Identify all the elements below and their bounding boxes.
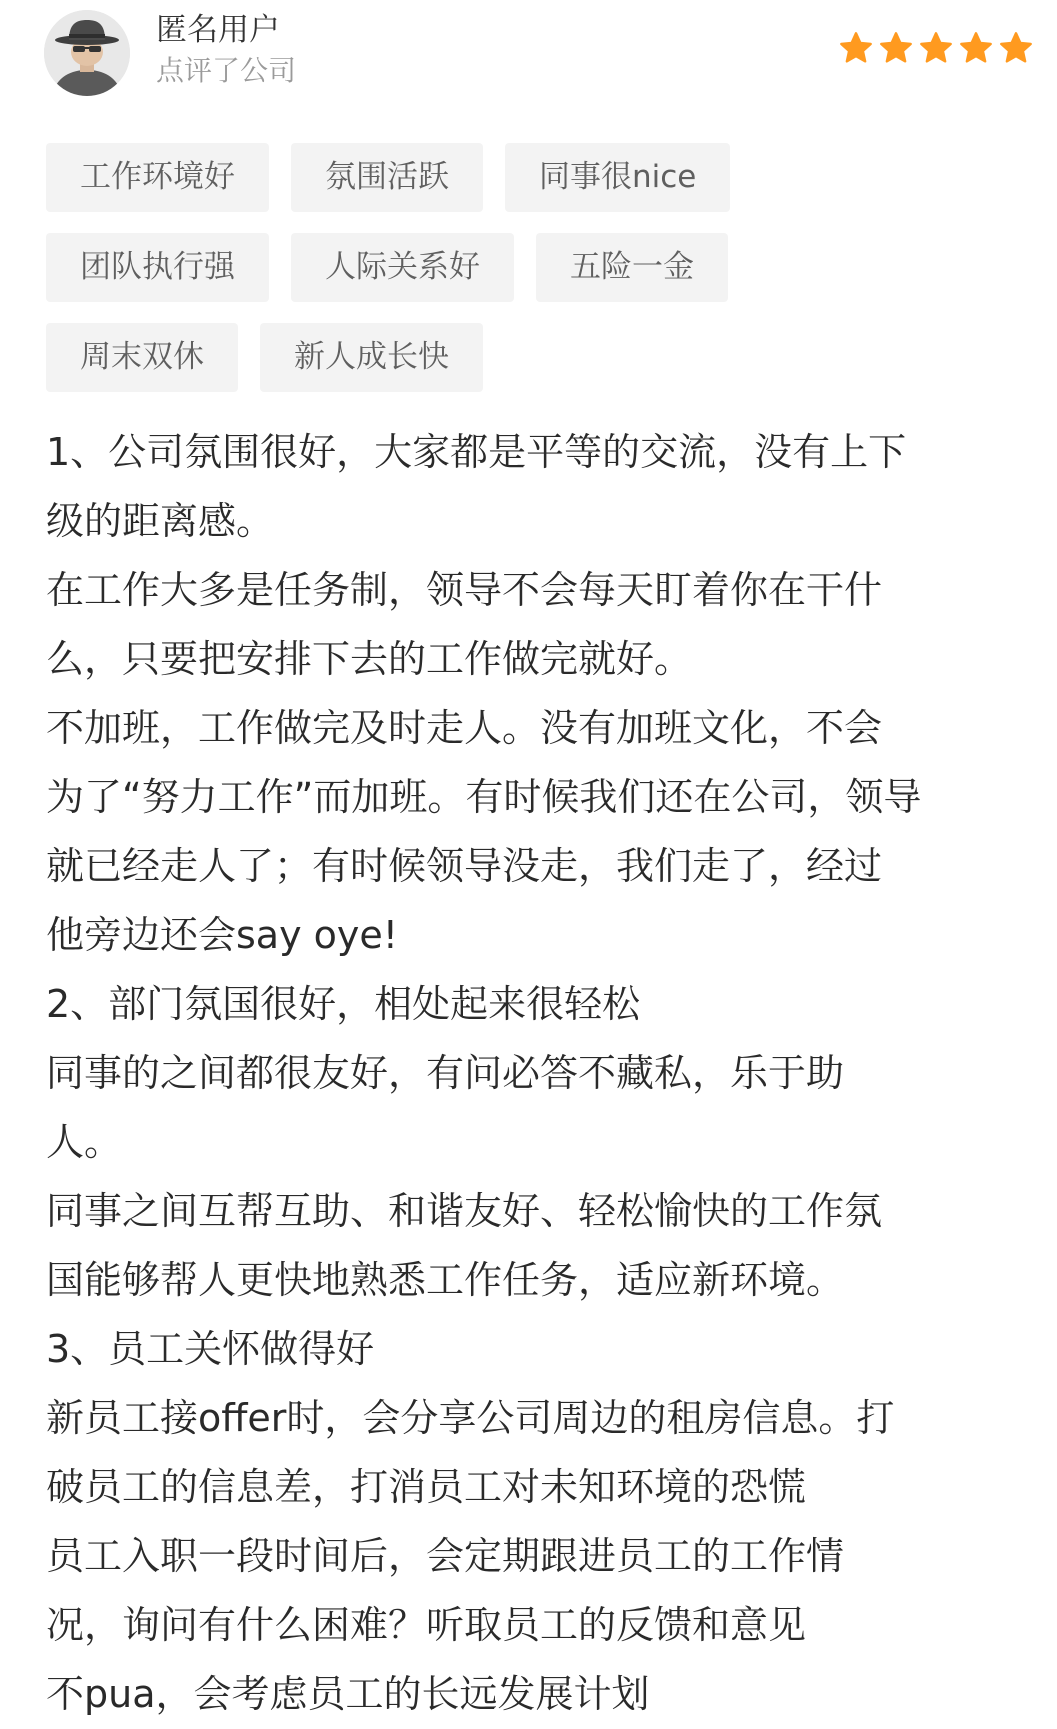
- tag-chip[interactable]: 同事很nice: [505, 143, 730, 212]
- review-text-line: 人。: [46, 1120, 123, 1164]
- review-text-line: 在工作大多是任务制，领导不会每天盯着你在干什: [46, 568, 883, 612]
- star-icon: [878, 30, 914, 66]
- tag-chip[interactable]: 人际关系好: [291, 233, 514, 302]
- review-text-line: 员工入职一段时间后，会定期跟进员工的工作情: [46, 1534, 845, 1578]
- review-header: [44, 10, 1034, 100]
- review-text-line: 同事的之间都很友好，有问必答不藏私，乐于助: [46, 1051, 845, 1095]
- review-text-line: 1、公司氛围很好，大家都是平等的交流，没有上下: [46, 430, 907, 474]
- review-text-line: 国能够帮人更快地熟悉工作任务，适应新环境。: [46, 1258, 845, 1302]
- review-text-line: 2、部门氛国很好，相处起来很轻松: [46, 982, 641, 1026]
- tag-chip[interactable]: 氛围活跃: [291, 143, 483, 212]
- review-text-line: 么，只要把安排下去的工作做完就好。: [46, 637, 693, 681]
- anonymous-avatar-icon[interactable]: [44, 10, 130, 96]
- review-content: [46, 418, 1036, 1729]
- review-text-line: 为了“努力工作”而加班。有时候我们还在公司，领导: [46, 775, 922, 819]
- tag-chip[interactable]: 工作环境好: [46, 143, 269, 212]
- review-text-line: 况，询问有什么困难？听取员工的反馈和意见: [46, 1603, 807, 1647]
- review-text-line: 不pua，会考虑员工的长远发展计划: [46, 1672, 650, 1716]
- review-text-line: 破员工的信息差，打消员工对未知环境的恐慌: [46, 1465, 807, 1509]
- rating-stars: [838, 30, 1034, 66]
- user-name[interactable]: 匿名用户: [156, 12, 280, 48]
- star-icon: [998, 30, 1034, 66]
- tag-chip[interactable]: 新人成长快: [260, 323, 483, 392]
- tag-row: [46, 323, 1006, 392]
- review-text-line: 级的距离感。: [46, 499, 275, 543]
- review-text-line: 同事之间互帮互助、和谐友好、轻松愉快的工作氛: [46, 1189, 883, 1233]
- tag-list: [46, 143, 1006, 413]
- tag-chip[interactable]: 五险一金: [536, 233, 728, 302]
- review-subtitle: 点评了公司: [156, 54, 297, 87]
- review-text-line: 他旁边还会say oye!: [46, 913, 399, 957]
- review-text-line: 新员工接offer时，会分享公司周边的租房信息。打: [46, 1396, 895, 1440]
- tag-chip[interactable]: 团队执行强: [46, 233, 269, 302]
- star-icon: [958, 30, 994, 66]
- tag-row: [46, 233, 1006, 302]
- tag-row: [46, 143, 1006, 212]
- tag-chip[interactable]: 周末双休: [46, 323, 238, 392]
- star-icon: [918, 30, 954, 66]
- review-text-line: 3、员工关怀做得好: [46, 1327, 375, 1371]
- review-text-line: 就已经走人了；有时候领导没走，我们走了，经过: [46, 844, 883, 888]
- review-text-line: 不加班，工作做完及时走人。没有加班文化，不会: [46, 706, 883, 750]
- star-icon: [838, 30, 874, 66]
